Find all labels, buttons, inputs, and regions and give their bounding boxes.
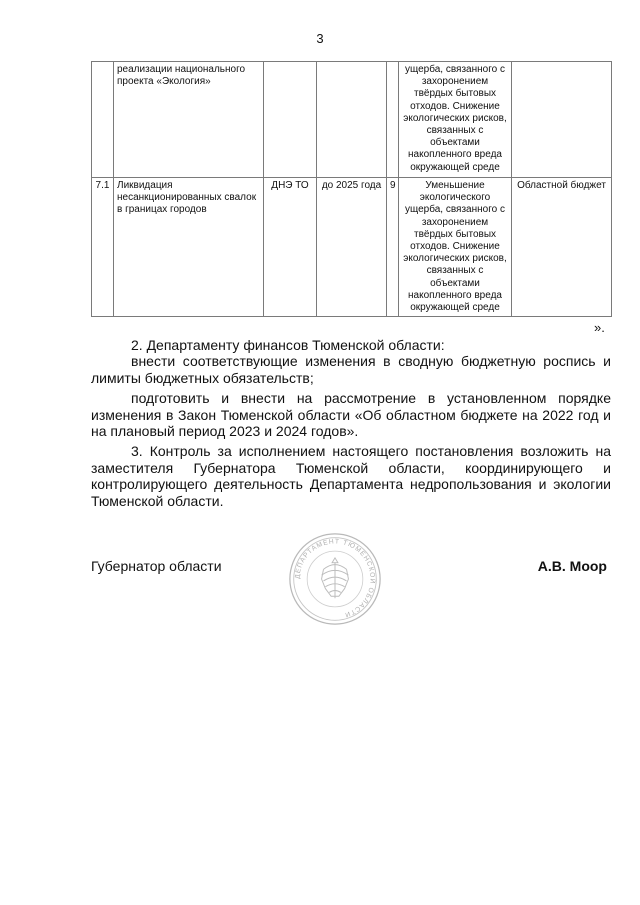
cell-executor [264,62,317,178]
budget-table [91,61,612,317]
table-row [92,178,612,317]
cell-result: ущерба, связанного с захоронением твёрдых бытовых отходов. Снижение экологических рисков, связанных с объектами накопленного вреда окружающей среде [399,62,512,178]
cell-result: Уменьшение экологического ущерба, связанного с захоронением твёрдых бытовых отходов. Снижение экологических рисков, связанных с объектами накопленного вреда окружающей среде [399,178,512,317]
cell-source: Областной бюджет [512,178,612,317]
cell-executor: ДНЭ ТО [264,178,317,317]
paragraph-finance-department [91,337,611,354]
table-row [92,62,612,178]
paragraph-text: подготовить и внести на рассмотрение в установленном порядке изменения в Закон Тюменской области «Об областном бюджете на 2022 год и на плановый период 2023 и 2024 годов». [91,390,611,439]
cell-indicator [387,62,399,178]
signer-name: А.В. Моор [537,558,607,574]
cell-name: Ликвидация несанкционированных свалок в границах городов [114,178,264,317]
paragraph-text: внести соответствующие изменения в сводную бюджетную роспись и лимиты бюджетных обязательств; [91,353,611,386]
cell-name: реализации национального проекта «Экология» [114,62,264,178]
cell-indicator: 9 [387,178,399,317]
cell-source [512,62,612,178]
paragraph-control [91,443,611,509]
seal-text: ДЕПАРТАМЕНТ ТЮМЕНСКОЙ ОБЛАСТИ [294,538,376,619]
cell-term: до 2025 года [317,178,387,317]
cell-term [317,62,387,178]
cell-number: 7.1 [92,178,114,317]
paragraph-text: 2. Департаменту финансов Тюменской области: [131,337,445,353]
paragraph-text: 3. Контроль за исполнением настоящего постановления возложить на заместителя Губернатора Тюменской области, координирующего и контролирующего деятельность Департамента недропользования и экологии Тюменской области. [91,443,611,509]
cell-number [92,62,114,178]
official-seal-icon [287,531,383,627]
paragraph-law-amendment [91,390,611,440]
page-number: 3 [316,31,324,46]
closing-quote: ». [594,320,605,335]
signer-title: Губернатор области [91,558,222,574]
paragraph-budget-changes [91,353,611,386]
